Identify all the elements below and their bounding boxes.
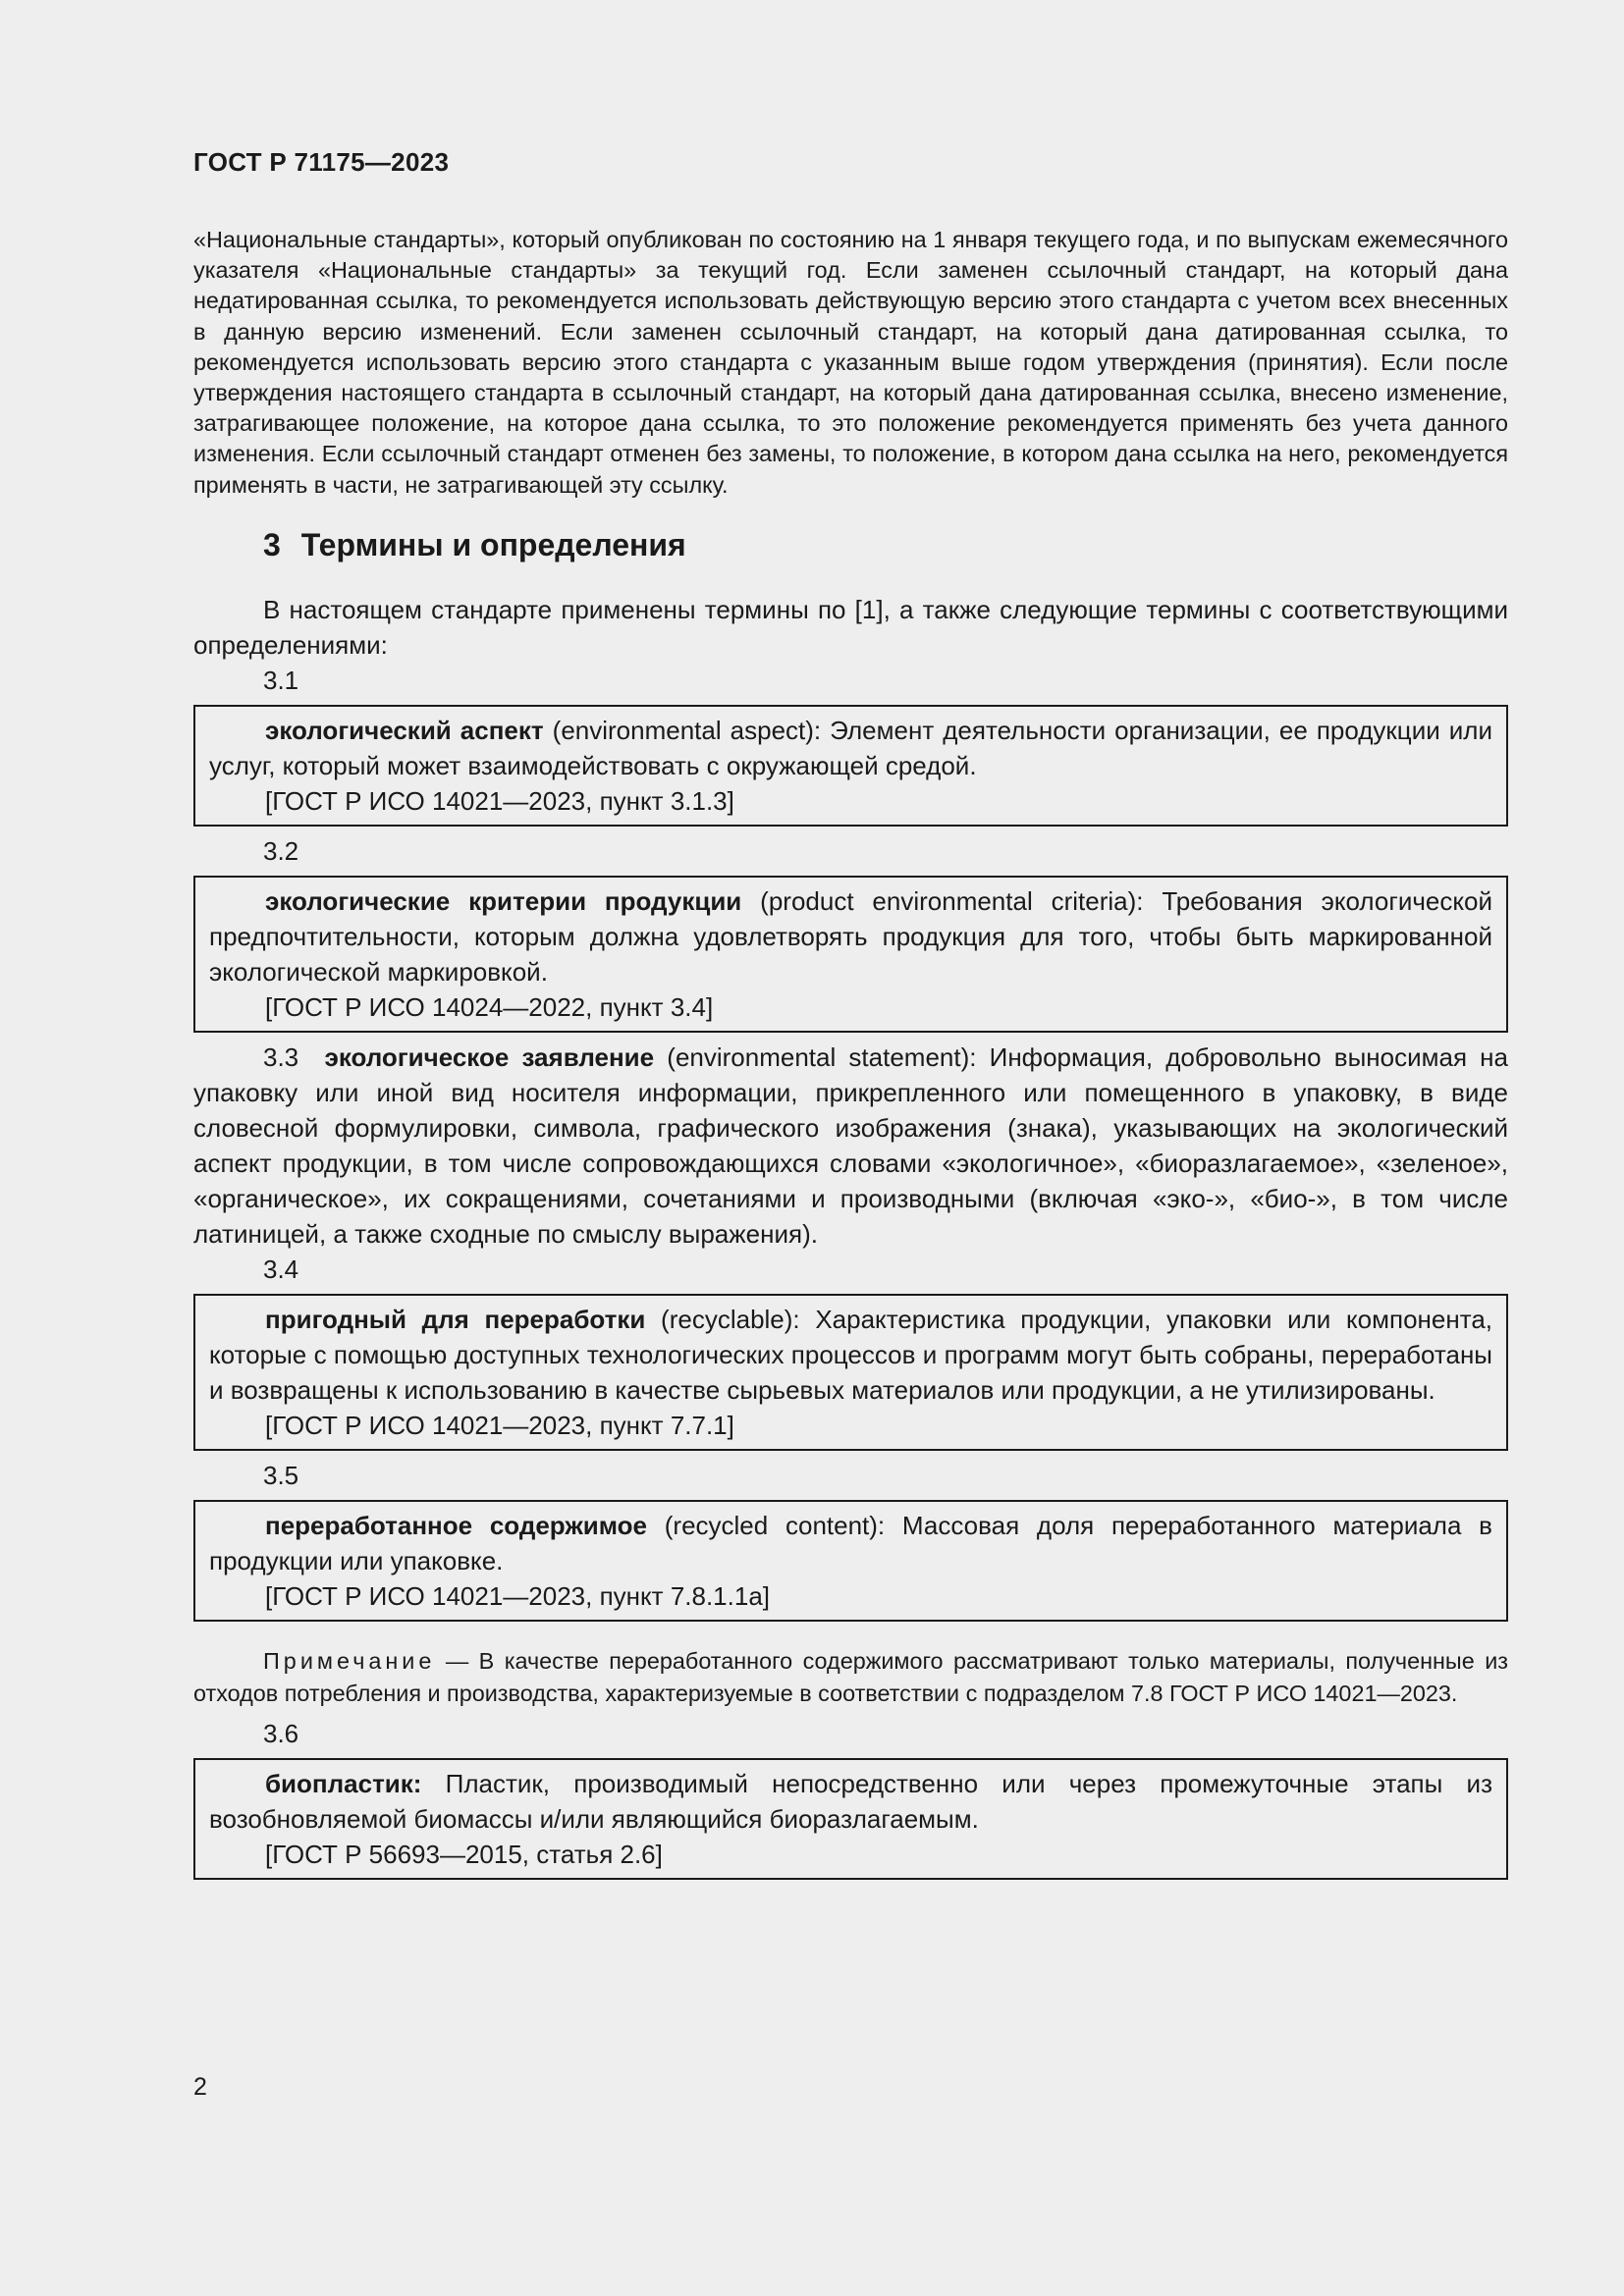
term-box-3-5 <box>193 1500 1508 1622</box>
intro-text: «Национальные стандарты», который опубликован по состоянию на 1 января текущего года, и по выпускам ежемесячного указателя «Национальные стандарты» за текущий год. Если заменен ссылочный стандарт, на который дана недатированная ссылка, то рекомендуется использовать действующую версию этого стандарта с учетом всех внесенных в данную версию изменений. Если заменен ссылочный стандарт, на который дана датированная ссылка, то рекомендуется использовать версию этого стандарта с указанным выше годом утверждения (принятия). Если после утверждения настоящего стандарта в ссылочный стандарт, на который дана датированная ссылка, внесено изменение, затрагивающее положение, на которое дана ссылка, то это положение рекомендуется применять без учета данного изменения. Если ссылочный стандарт отменен без замены, то положение, в котором дана ссылка на него, рекомендуется применять в части, не затрагивающей эту ссылку. <box>193 227 1508 498</box>
term-definition-3-3 <box>193 1040 1508 1252</box>
terms-body <box>193 592 1508 1887</box>
intro-paragraph <box>193 225 1508 501</box>
term-number-3-6: 3.6 <box>263 1719 299 1748</box>
section-number: 3 <box>263 527 281 562</box>
term-name: биопластик: <box>265 1769 422 1798</box>
section-title: Термины и определения <box>300 527 686 562</box>
term-text: Элемент деятельности организации, ее продукции или услуг, который может взаимодействовать с окружающей средой. <box>209 716 1492 780</box>
term-source-3-5: [ГОСТ Р ИСО 14021—2023, пункт 7.8.1.1а] <box>265 1581 771 1611</box>
term-name: экологический аспект <box>265 716 544 745</box>
term-box-3-1 <box>193 705 1508 827</box>
term-name: экологическое заявление <box>324 1042 655 1072</box>
section-lead: В настоящем стандарте применены термины по [1], а также следующие термины с соответствующими определениями: <box>193 595 1508 660</box>
term-source-3-6: [ГОСТ Р 56693—2015, статья 2.6] <box>265 1840 663 1869</box>
term-english: (environmental aspect): <box>543 716 831 745</box>
term-definition-3-4 <box>209 1302 1492 1408</box>
term-number-3-1: 3.1 <box>263 666 299 695</box>
term-english: (environmental statement): <box>654 1042 990 1072</box>
term-definition-3-2 <box>209 883 1492 989</box>
term-number-3-3: 3.3 <box>263 1042 299 1072</box>
page-number: 2 <box>193 2073 207 2101</box>
note-label: Примечание <box>263 1648 436 1674</box>
term-name: пригодный для переработки <box>265 1305 646 1334</box>
term-box-3-6 <box>193 1758 1508 1880</box>
term-source-3-1: [ГОСТ Р ИСО 14021—2023, пункт 3.1.3] <box>265 786 734 816</box>
term-english: (recycled content): <box>647 1511 902 1540</box>
term-text: Требования экологической предпочтительности, которым должна удовлетворять продукция для того, чтобы быть маркированной экологической маркировкой. <box>209 886 1492 987</box>
term-source-3-2: [ГОСТ Р ИСО 14024—2022, пункт 3.4] <box>265 992 714 1022</box>
term-english: (recyclable): <box>645 1305 816 1334</box>
term-text: Характеристика продукции, упаковки или компонента, которые с помощью доступных технологических процессов и программ могут быть собраны, переработаны и возвращены к использованию в качестве сырьевых материалов или продукции, а не утилизированы. <box>209 1305 1492 1405</box>
term-english: (product environmental criteria): <box>741 886 1163 916</box>
term-box-3-2 <box>193 876 1508 1033</box>
section-heading <box>263 527 686 563</box>
term-name: экологические критерии продукции <box>265 886 742 916</box>
term-number-3-2: 3.2 <box>263 836 299 866</box>
note-text: — В качестве переработанного содержимого рассматривают только материалы, полученные из отходов потребления и производства, характеризуемые в соответствии с подразделом 7.8 ГОСТ Р ИСО 14021—2023. <box>193 1648 1508 1706</box>
term-source-3-4: [ГОСТ Р ИСО 14021—2023, пункт 7.7.1] <box>265 1411 734 1440</box>
term-text: Информация, добровольно выносимая на упаковку или иной вид носителя информации, прикрепленного или помещенного в упаковку, в виде словесной формулировки, символа, графического изображения (знака), указывающих на экологический аспект продукции, в том числе сопровождающихся словами «экологичное», «биоразлагаемое», «зеленое», «органическое», их сокращениями, сочетаниями и производными (включая «эко-», «био-», в том числе латиницей, а также сходные по смыслу выражения). <box>193 1042 1509 1249</box>
term-definition-3-6 <box>209 1766 1492 1837</box>
term-number-3-4: 3.4 <box>263 1255 299 1284</box>
term-box-3-4 <box>193 1294 1508 1451</box>
term-definition-3-5 <box>209 1508 1492 1578</box>
note-paragraph <box>193 1645 1508 1710</box>
term-definition-3-1 <box>209 713 1492 783</box>
term-number-3-5: 3.5 <box>263 1461 299 1490</box>
document-header: ГОСТ Р 71175—2023 <box>193 147 450 177</box>
term-text: Массовая доля переработанного материала в продукции или упаковке. <box>209 1511 1492 1575</box>
term-text: Пластик, производимый непосредственно или через промежуточные этапы из возобновляемой биомассы и/или являющийся биоразлагаемым. <box>209 1769 1492 1834</box>
term-name: переработанное содержимое <box>265 1511 647 1540</box>
